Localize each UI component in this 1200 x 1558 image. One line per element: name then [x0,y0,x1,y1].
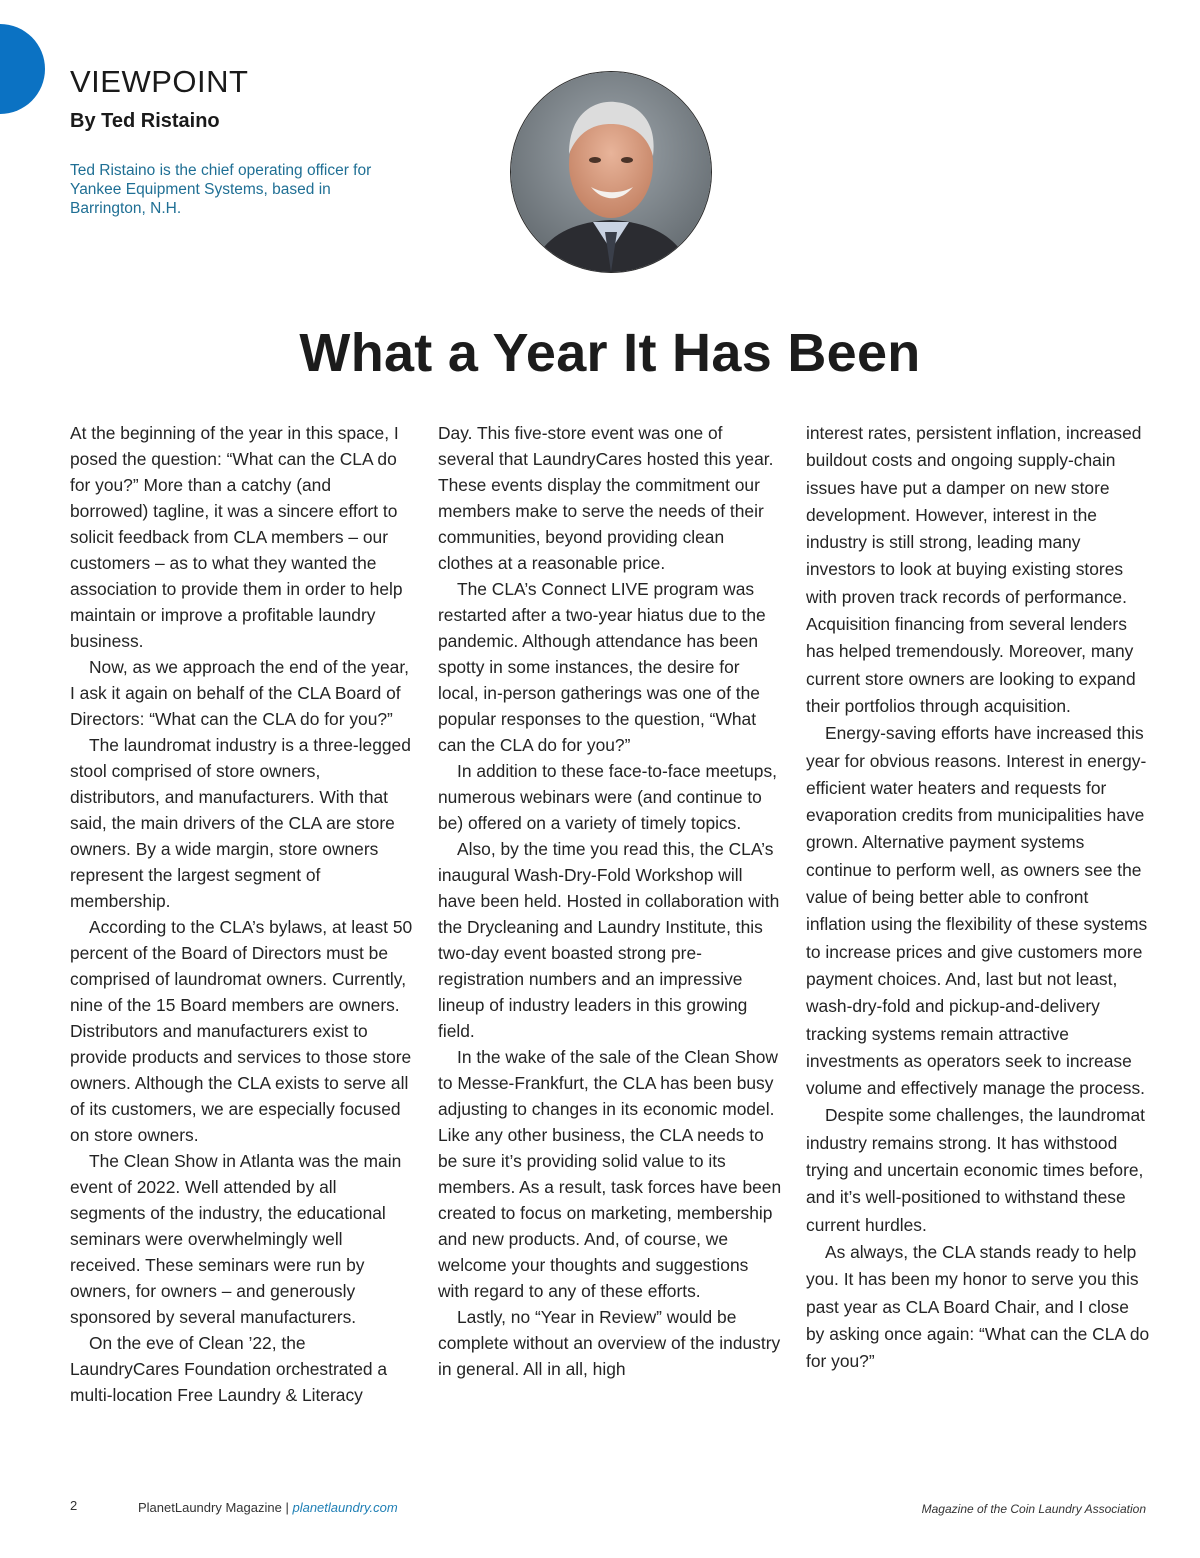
association-credit: Magazine of the Coin Laundry Association [921,1502,1146,1516]
paragraph: Energy-saving efforts have increased this year for obvious reasons. Interest in energy-efficient water heaters and requests for evaporation credits from municipalities have grown. Alternative payment systems continue to perform well, as owners see the value of being better able to confront inflation using the flexibility of these systems to increase prices and give customers more payment choices. And, last but not least, wash-dry-fold and pickup-and-delivery tracking systems remain attractive investments as operators seek to increase volume and effectively manage the process. [806,723,1148,1099]
paragraph: The laundromat industry is a three-legged stool comprised of store owners, distributors, and manufacturers. With that said, the main drivers of the CLA are store owners. By a wide margin, store owners represent the largest segment of membership. [70,735,411,911]
paragraph: As always, the CLA stands ready to help you. It has been my honor to serve you this past year as CLA Board Chair, and I close by asking once again: “What can the CLA do for you?” [806,1241,1150,1372]
byline: By Ted Ristaino [70,110,220,132]
footer-separator: | [285,1500,289,1515]
paragraph: At the beginning of the year in this space, I posed the question: “What can the CLA do for you?” More than a catchy (and borrowed) tagline, it was a sincere effort to solicit feedback from CLA members – our customers – as to what they wanted the association to provide them in order to help maintain or improve a profitable laundry business. [70,423,403,651]
article-column-1 [70,420,414,1408]
article-title: What a Year It Has Been [299,323,921,383]
paragraph: The Clean Show in Atlanta was the main event of 2022. Well attended by all segments of the industry, the educational seminars were overwhelmingly well received. These seminars were run by owners, for owners – and generously sponsored by several manufacturers. [70,1151,402,1327]
article-column-3 [806,420,1150,1375]
paragraph: According to the CLA’s bylaws, at least 50 percent of the Board of Directors must be comprised of laundromat owners. Currently, nine of the 15 Board members are owners. Distributors and manufacturers exist to provide products and services to those store owners. Although the CLA exists to serve all of its customers, we are especially focused on store owners. [70,917,413,1145]
paragraph: In addition to these face-to-face meetups, numerous webinars were (and continue to be) offered on a variety of timely topics. [438,761,777,833]
author-bio: Ted Ristaino is the chief operating officer for Yankee Equipment Systems, based in Barrington, N.H. [70,162,372,217]
page-corner-tab [0,24,45,114]
paragraph: interest rates, persistent inflation, increased buildout costs and ongoing supply-chain issues have put a damper on new store development. However, interest in the industry is still strong, leading many investors to look at buying existing stores with proven track records of performance. Acquisition financing from several lenders has helped tremendously. Moreover, many current store owners are looking to expand their portfolios through acquisition. [806,423,1142,716]
paragraph: Also, by the time you read this, the CLA’s inaugural Wash-Dry-Fold Workshop will have been held. Hosted in collaboration with the Drycleaning and Laundry Institute, this two-day event boasted strong pre-registration numbers and an impressive lineup of industry leaders in this growing field. [438,839,780,1041]
article-column-2 [438,420,782,1382]
paragraph: The CLA’s Connect LIVE program was restarted after a two-year hiatus due to the pandemic. Although attendance has been spotty in some instances, the desire for local, in-person gatherings was one of the popular responses to the question, “What can the CLA do for you?” [438,579,766,755]
magazine-url-link[interactable]: planetlaundry.com [292,1500,398,1515]
paragraph: In the wake of the sale of the Clean Show to Messe-Frankfurt, the CLA has been busy adjusting to changes in its economic model. Like any other business, the CLA needs to be sure it’s providing solid value to its members. As a result, task forces have been created to focus on marketing, membership and new products. And, of course, we welcome your thoughts and suggestions with regard to any of these efforts. [438,1047,782,1301]
author-photo [510,71,712,273]
magazine-name: PlanetLaundry Magazine [138,1500,282,1515]
paragraph: On the eve of Clean ’22, the LaundryCares Foundation orchestrated a multi-location Free Laundry & Literacy [70,1333,388,1405]
paragraph: Lastly, no “Year in Review” would be complete without an overview of the industry in general. All in all, high [438,1307,781,1379]
magazine-credit [138,1500,398,1515]
section-label: VIEWPOINT [70,64,249,99]
paragraph: Despite some challenges, the laundromat industry remains strong. It has withstood trying and uncertain economic times before, and it’s well-positioned to withstand these current hurdles. [806,1105,1145,1235]
page-number: 2 [70,1498,78,1513]
paragraph: Now, as we approach the end of the year, I ask it again on behalf of the CLA Board of Directors: “What can the CLA do for you?” [70,657,410,729]
paragraph: Day. This five-store event was one of several that LaundryCares hosted this year. These events display the commitment our members make to serve the needs of their communities, beyond providing clean clothes at a reasonable price. [438,423,774,573]
